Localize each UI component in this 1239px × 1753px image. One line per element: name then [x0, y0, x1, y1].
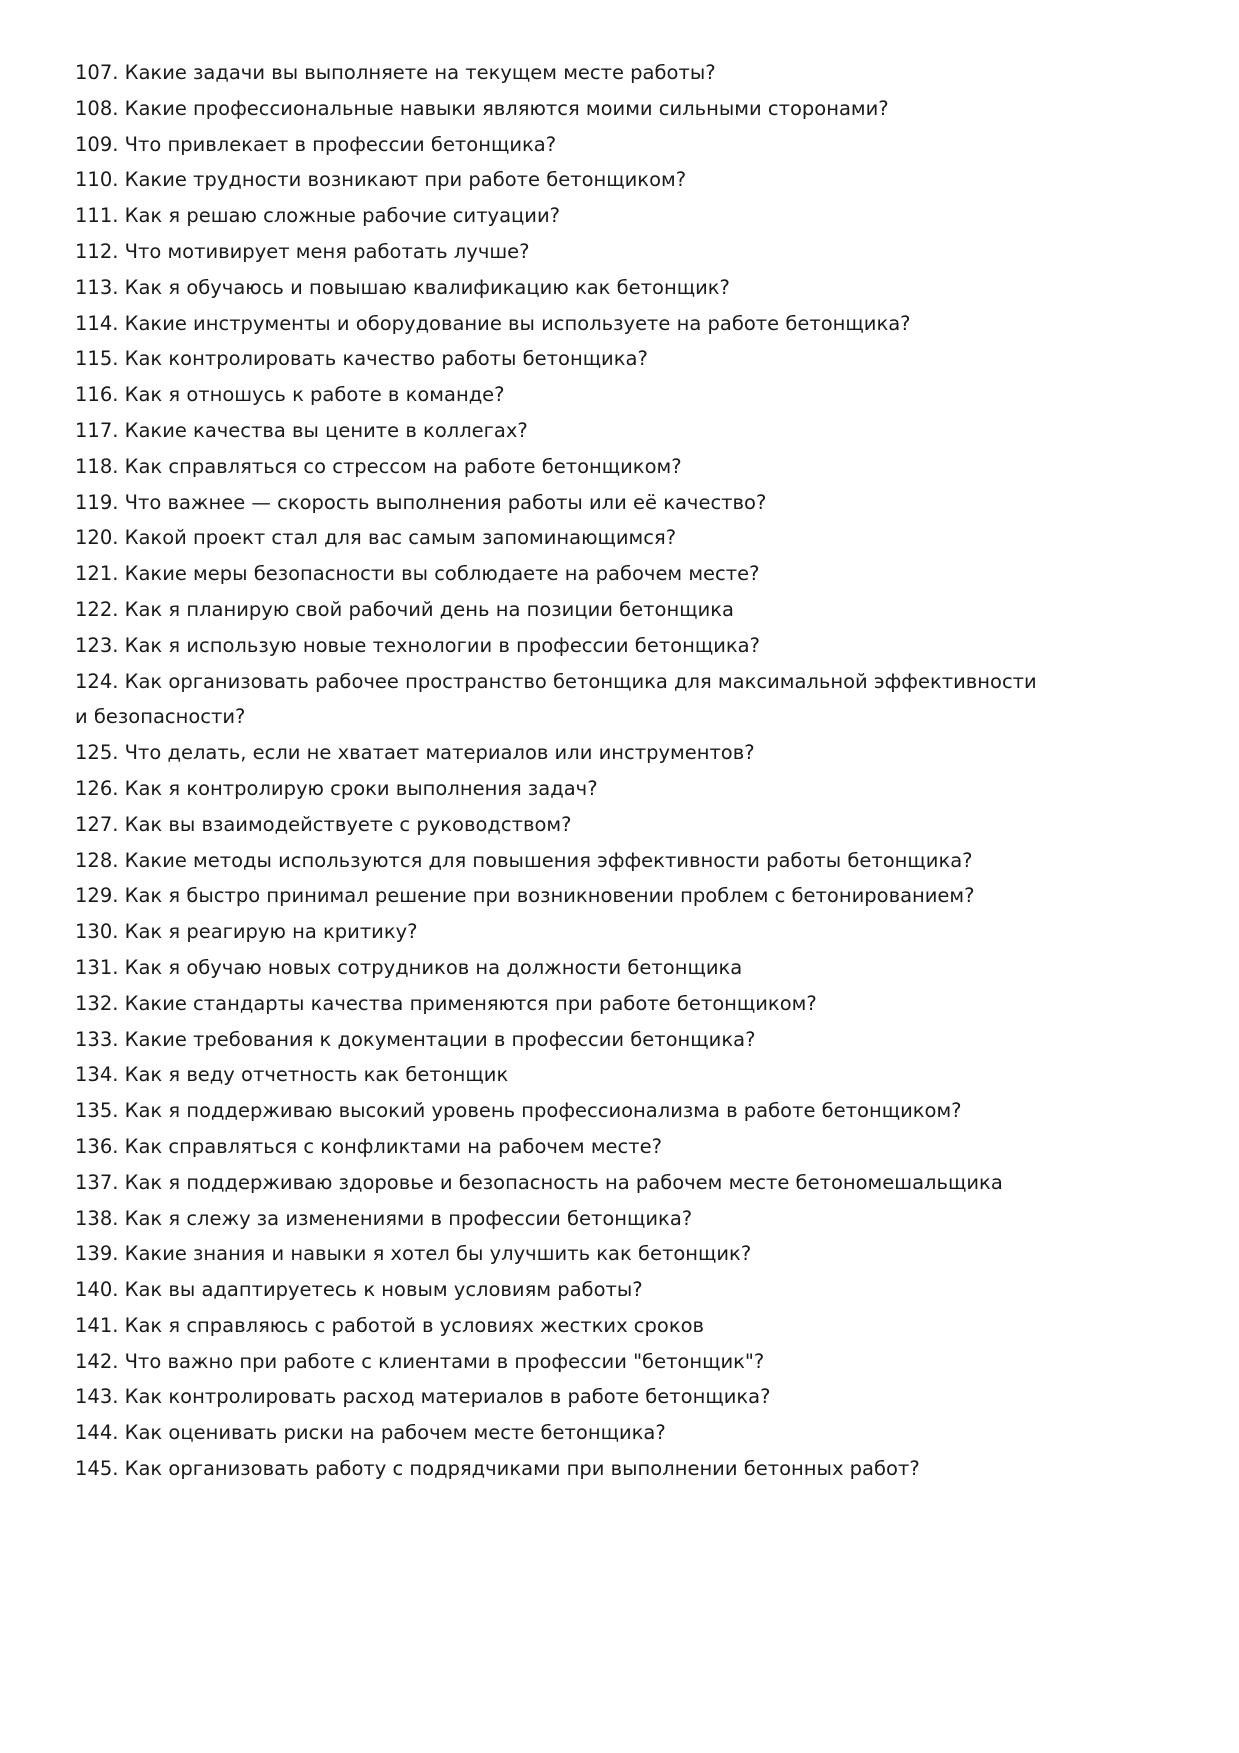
question-item: 135. Как я поддерживаю высокий уровень профессионализма в работе бетонщиком?	[75, 1099, 962, 1123]
question-item: 120. Какой проект стал для вас самым запоминающимся?	[75, 526, 677, 550]
question-item: 134. Как я веду отчетность как бетонщик	[75, 1063, 509, 1087]
question-item: 109. Что привлекает в профессии бетонщика?	[75, 132, 557, 156]
question-item: 127. Как вы взаимодействуете с руководством?	[75, 812, 572, 836]
question-item: 108. Какие профессиональные навыки являются моими сильными сторонами?	[75, 96, 889, 120]
question-item: 133. Какие требования к документации в профессии бетонщика?	[75, 1027, 756, 1051]
question-item: 124. Как организовать рабочее пространство бетонщика для максимальной эффективности и безопасности?	[75, 669, 1037, 729]
question-item: 136. Как справляться с конфликтами на рабочем месте?	[75, 1134, 662, 1158]
question-item: 129. Как я быстро принимал решение при возникновении проблем с бетонированием?	[75, 884, 975, 908]
question-item: 113. Как я обучаюсь и повышаю квалификацию как бетонщик?	[75, 275, 730, 299]
question-item: 140. Как вы адаптируетесь к новым условиям работы?	[75, 1278, 643, 1302]
question-item: 114. Какие инструменты и оборудование вы используете на работе бетонщика?	[75, 311, 911, 335]
question-item: 121. Какие меры безопасности вы соблюдаете на рабочем месте?	[75, 562, 760, 586]
question-item: 143. Как контролировать расход материалов в работе бетонщика?	[75, 1385, 771, 1409]
question-item: 144. Как оценивать риски на рабочем месте бетонщика?	[75, 1421, 666, 1445]
question-item: 110. Какие трудности возникают при работе бетонщиком?	[75, 168, 687, 192]
question-item: 107. Какие задачи вы выполняете на текущем месте работы?	[75, 61, 716, 84]
question-item: 117. Какие качества вы цените в коллегах?	[75, 418, 528, 442]
question-item: 132. Какие стандарты качества применяются при работе бетонщиком?	[75, 991, 817, 1015]
question-item: 123. Как я использую новые технологии в профессии бетонщика?	[75, 633, 760, 657]
question-item: 122. Как я планирую свой рабочий день на позиции бетонщика	[75, 597, 734, 621]
question-item: 128. Какие методы используются для повышения эффективности работы бетонщика?	[75, 848, 973, 872]
question-item: 116. Как я отношусь к работе в команде?	[75, 383, 505, 407]
question-item: 137. Как я поддерживаю здоровье и безопасность на рабочем месте бетономешальщика	[75, 1170, 1003, 1194]
question-item: 130. Как я реагирую на критику?	[75, 920, 418, 944]
question-item: 126. Как я контролирую сроки выполнения задач?	[75, 776, 598, 800]
question-item: 115. Как контролировать качество работы бетонщика?	[75, 347, 648, 371]
question-item: 111. Как я решаю сложные рабочие ситуации?	[75, 204, 561, 228]
question-item: 131. Как я обучаю новых сотрудников на должности бетонщика	[75, 955, 743, 979]
question-item: 119. Что важнее — скорость выполнения работы или её качество?	[75, 490, 767, 514]
question-item: 125. Что делать, если не хватает материалов или инструментов?	[75, 741, 755, 765]
question-item: 118. Как справляться со стрессом на работе бетонщиком?	[75, 454, 682, 478]
question-item: 139. Какие знания и навыки я хотел бы улучшить как бетонщик?	[75, 1242, 752, 1266]
question-item: 141. Как я справляюсь с работой в условиях жестких сроков	[75, 1313, 705, 1337]
question-list	[75, 55, 1050, 1487]
question-item: 145. Как организовать работу с подрядчиками при выполнении бетонных работ?	[75, 1457, 920, 1481]
question-item: 112. Что мотивирует меня работать лучше?	[75, 239, 530, 263]
question-item: 138. Как я слежу за изменениями в профессии бетонщика?	[75, 1206, 693, 1230]
question-item: 142. Что важно при работе с клиентами в профессии "бетонщик"?	[75, 1349, 765, 1373]
